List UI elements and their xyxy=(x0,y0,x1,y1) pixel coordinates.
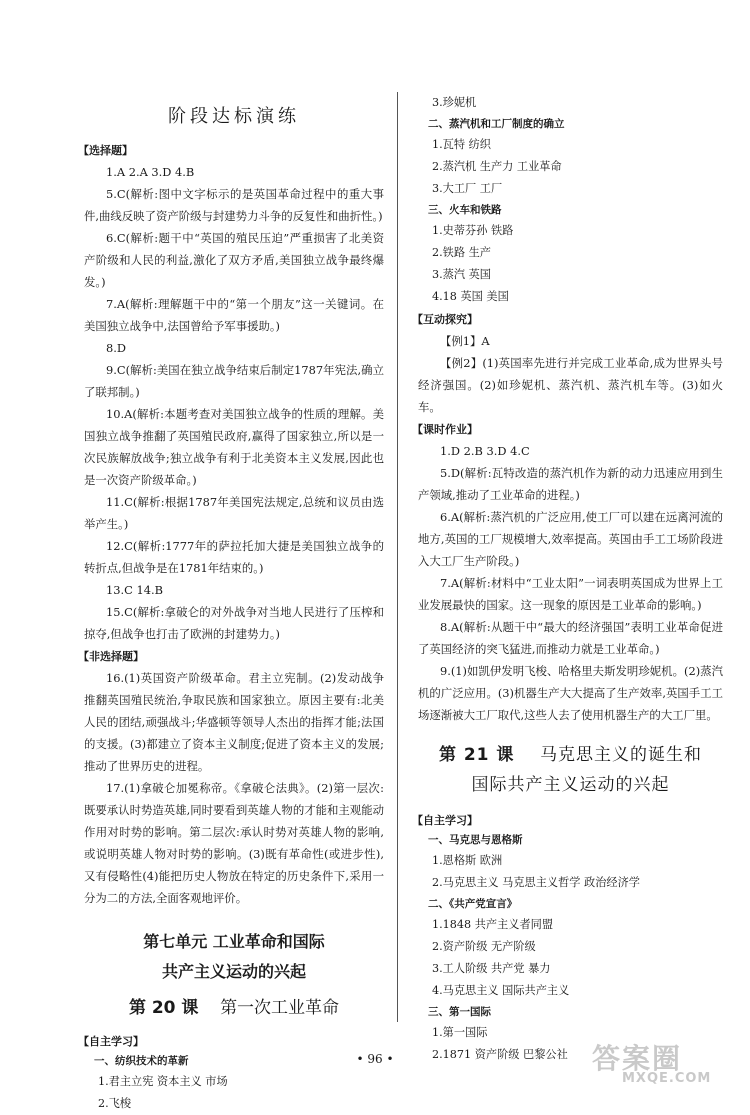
answer-item: 15.C(解析:拿破仑的对外战争对当地人民进行了压榨和掠夺,但战争也打击了欧洲的封建势力。) xyxy=(84,605,384,641)
answer-item: 5.D(解析:瓦特改造的蒸汽机作为新的动力迅速应用到生产领域,推动了工业革命的进程。) xyxy=(418,466,723,502)
answer-item: 1.A 2.A 3.D 4.B xyxy=(106,165,195,179)
answer-item: 13.C 14.B xyxy=(106,583,163,597)
list-item: 2.飞梭 xyxy=(98,1097,132,1110)
unit-title xyxy=(84,927,384,987)
answer-item: 16.(1)英国资产阶级革命。君主立宪制。(2)发动战争推翻英国殖民统治,争取民族和国家独立。原因主要有:北美人民的团结,顽强战斗;华盛顿等领导人杰出的指挥才能;法国的支援。(3)都建立了资本主义制度;促进了资本主义的发展;推动了世界历史的进程。 xyxy=(84,671,384,773)
answer-item: 10.A(解析:本题考查对美国独立战争的性质的理解。美国独立战争推翻了英国殖民政府,赢得了国家独立,所以是一次民族解放战争;独立战争有利于北美资本主义发展,因此也是一次资产阶级革命。) xyxy=(84,407,384,487)
list-item: 2.铁路 生产 xyxy=(432,246,491,259)
list-item: 2.资产阶级 无产阶级 xyxy=(432,940,536,953)
subsection-heading: 一、马克思与恩格斯 xyxy=(428,834,523,846)
answer-item: 6.A(解析:蒸汽机的广泛应用,使工厂可以建在远离河流的地方,英国的工厂规模增大,效率提高。英国由手工工场阶段进入大工厂生产阶段。) xyxy=(418,510,723,568)
list-item: 2.马克思主义 马克思主义哲学 政治经济学 xyxy=(432,876,640,889)
watermark-logo xyxy=(592,1037,742,1097)
lesson-20-heading xyxy=(84,993,384,1023)
subsection-heading: 三、第一国际 xyxy=(428,1006,491,1018)
subsection-heading: 二、蒸汽机和工厂制度的确立 xyxy=(428,118,565,130)
list-item: 1.瓦特 纺织 xyxy=(432,138,491,151)
subsection-heading: 三、火车和铁路 xyxy=(428,204,502,216)
answer-item: 12.C(解析:1777年的萨拉托加大捷是美国独立战争的转折点,但战争是在1781年结束的。) xyxy=(84,539,384,575)
list-item: 3.工人阶级 共产党 暴力 xyxy=(432,962,551,975)
choice-section-label: 【选择题】 xyxy=(78,144,133,157)
list-item: 2.1871 资产阶级 巴黎公社 xyxy=(432,1048,568,1061)
lesson-21-number: 第 21 课 xyxy=(438,745,515,765)
left-column xyxy=(78,92,384,1115)
unit-title-line2: 共产主义运动的兴起 xyxy=(161,962,306,981)
answer-item: 8.D xyxy=(106,341,127,355)
lesson-21-title-line1: 马克思主义的诞生和 xyxy=(540,745,703,765)
list-item: 1.1848 共产主义者同盟 xyxy=(432,918,554,931)
example-2: 【例2】(1)英国率先进行并完成工业革命,成为世界头号经济强国。(2)如珍妮机、蒸汽机、蒸汽机车等。(3)如火车。 xyxy=(418,356,723,414)
answer-item: 5.C(解析:图中文字标示的是英国革命过程中的重大事件,曲线反映了资产阶级与封建势力斗争的反复性和曲折性。) xyxy=(84,187,384,223)
watermark-line2: MXQE.COM xyxy=(622,1071,712,1086)
page-number: • 96 • xyxy=(356,1052,394,1066)
homework-section-label: 【课时作业】 xyxy=(412,423,478,436)
lesson-21-title-line2: 国际共产主义运动的兴起 xyxy=(471,775,670,795)
answer-item: 1.D 2.B 3.D 4.C xyxy=(440,444,530,458)
self-study-label: 【自主学习】 xyxy=(412,814,478,827)
list-item: 1.第一国际 xyxy=(432,1026,488,1039)
example-1: 【例1】A xyxy=(440,334,490,348)
list-item: 1.史蒂芬孙 铁路 xyxy=(432,224,514,237)
answer-item: 11.C(解析:根据1787年美国宪法规定,总统和议员由选举产生。) xyxy=(84,495,384,531)
column-divider xyxy=(397,92,398,1022)
answer-item: 7.A(解析:理解题干中的“第一个朋友”这一关键词。在美国独立战争中,法国曾给予军事援助。) xyxy=(84,297,384,333)
lesson-20-number: 第 20 课 xyxy=(128,998,199,1018)
answer-item: 9.C(解析:美国在独立战争结束后制定1787年宪法,确立了联邦制。) xyxy=(84,363,384,399)
subsection-heading: 一、纺织技术的革新 xyxy=(94,1055,189,1067)
answer-item: 6.C(解析:题干中“英国的殖民压迫”严重损害了北美资产阶级和人民的利益,激化了双方矛盾,美国独立战争最终爆发。) xyxy=(84,231,384,289)
list-item: 1.君主立宪 资本主义 市场 xyxy=(98,1075,228,1088)
answer-item: 9.(1)如凯伊发明飞梭、哈格里夫斯发明珍妮机。(2)蒸汽机的广泛应用。(3)机器生产大大提高了生产效率,英国手工工场逐渐被大工厂取代,这些人去了使用机器生产的大工厂里。 xyxy=(418,664,723,722)
list-item: 3.珍妮机 xyxy=(432,96,477,109)
unit-title-line1: 第七单元 工业革命和国际 xyxy=(143,932,325,951)
subsection-heading: 二、《共产党宣言》 xyxy=(428,898,518,910)
list-item: 4.18 英国 美国 xyxy=(432,290,509,303)
lesson-20-title: 第一次工业革命 xyxy=(220,998,340,1018)
right-column xyxy=(412,92,723,1066)
list-item: 4.马克思主义 国际共产主义 xyxy=(432,984,570,997)
list-item: 1.恩格斯 欧洲 xyxy=(432,854,503,867)
lesson-21-heading xyxy=(418,740,723,800)
list-item: 2.蒸汽机 生产力 工业革命 xyxy=(432,160,562,173)
stage-title: 阶段达标演练 xyxy=(168,106,300,127)
watermark-line1: 答案圈 xyxy=(592,1042,683,1075)
list-item: 3.蒸汽 英国 xyxy=(432,268,491,281)
nonchoice-section-label: 【非选择题】 xyxy=(78,650,144,663)
answer-item: 17.(1)拿破仑加冕称帝。《拿破仑法典》。(2)第一层次:既要承认时势造英雄,同时要看到英雄人物的才能和主观能动作用对时势的影响。第二层次:承认时势对英雄人物的影响,或说明英雄人物对时势的影响。(3)既有革命性(或进步性),又有侵略性(4)能把历史人物放在特定的历史条件下,采用一分为二的方法,全面客观地评价。 xyxy=(84,781,384,905)
answer-item: 8.A(解析:从题干中“最大的经济强国”表明工业革命促进了英国经济的突飞猛进,而推动力就是工业革命。) xyxy=(418,620,723,656)
answer-item: 7.A(解析:材料中“工业太阳”一词表明英国成为世界上工业发展最快的国家。这一现象的原因是工业革命的影响。) xyxy=(418,576,723,612)
interact-section-label: 【互动探究】 xyxy=(412,313,478,326)
self-study-label: 【自主学习】 xyxy=(78,1035,144,1048)
list-item: 3.大工厂 工厂 xyxy=(432,182,503,195)
